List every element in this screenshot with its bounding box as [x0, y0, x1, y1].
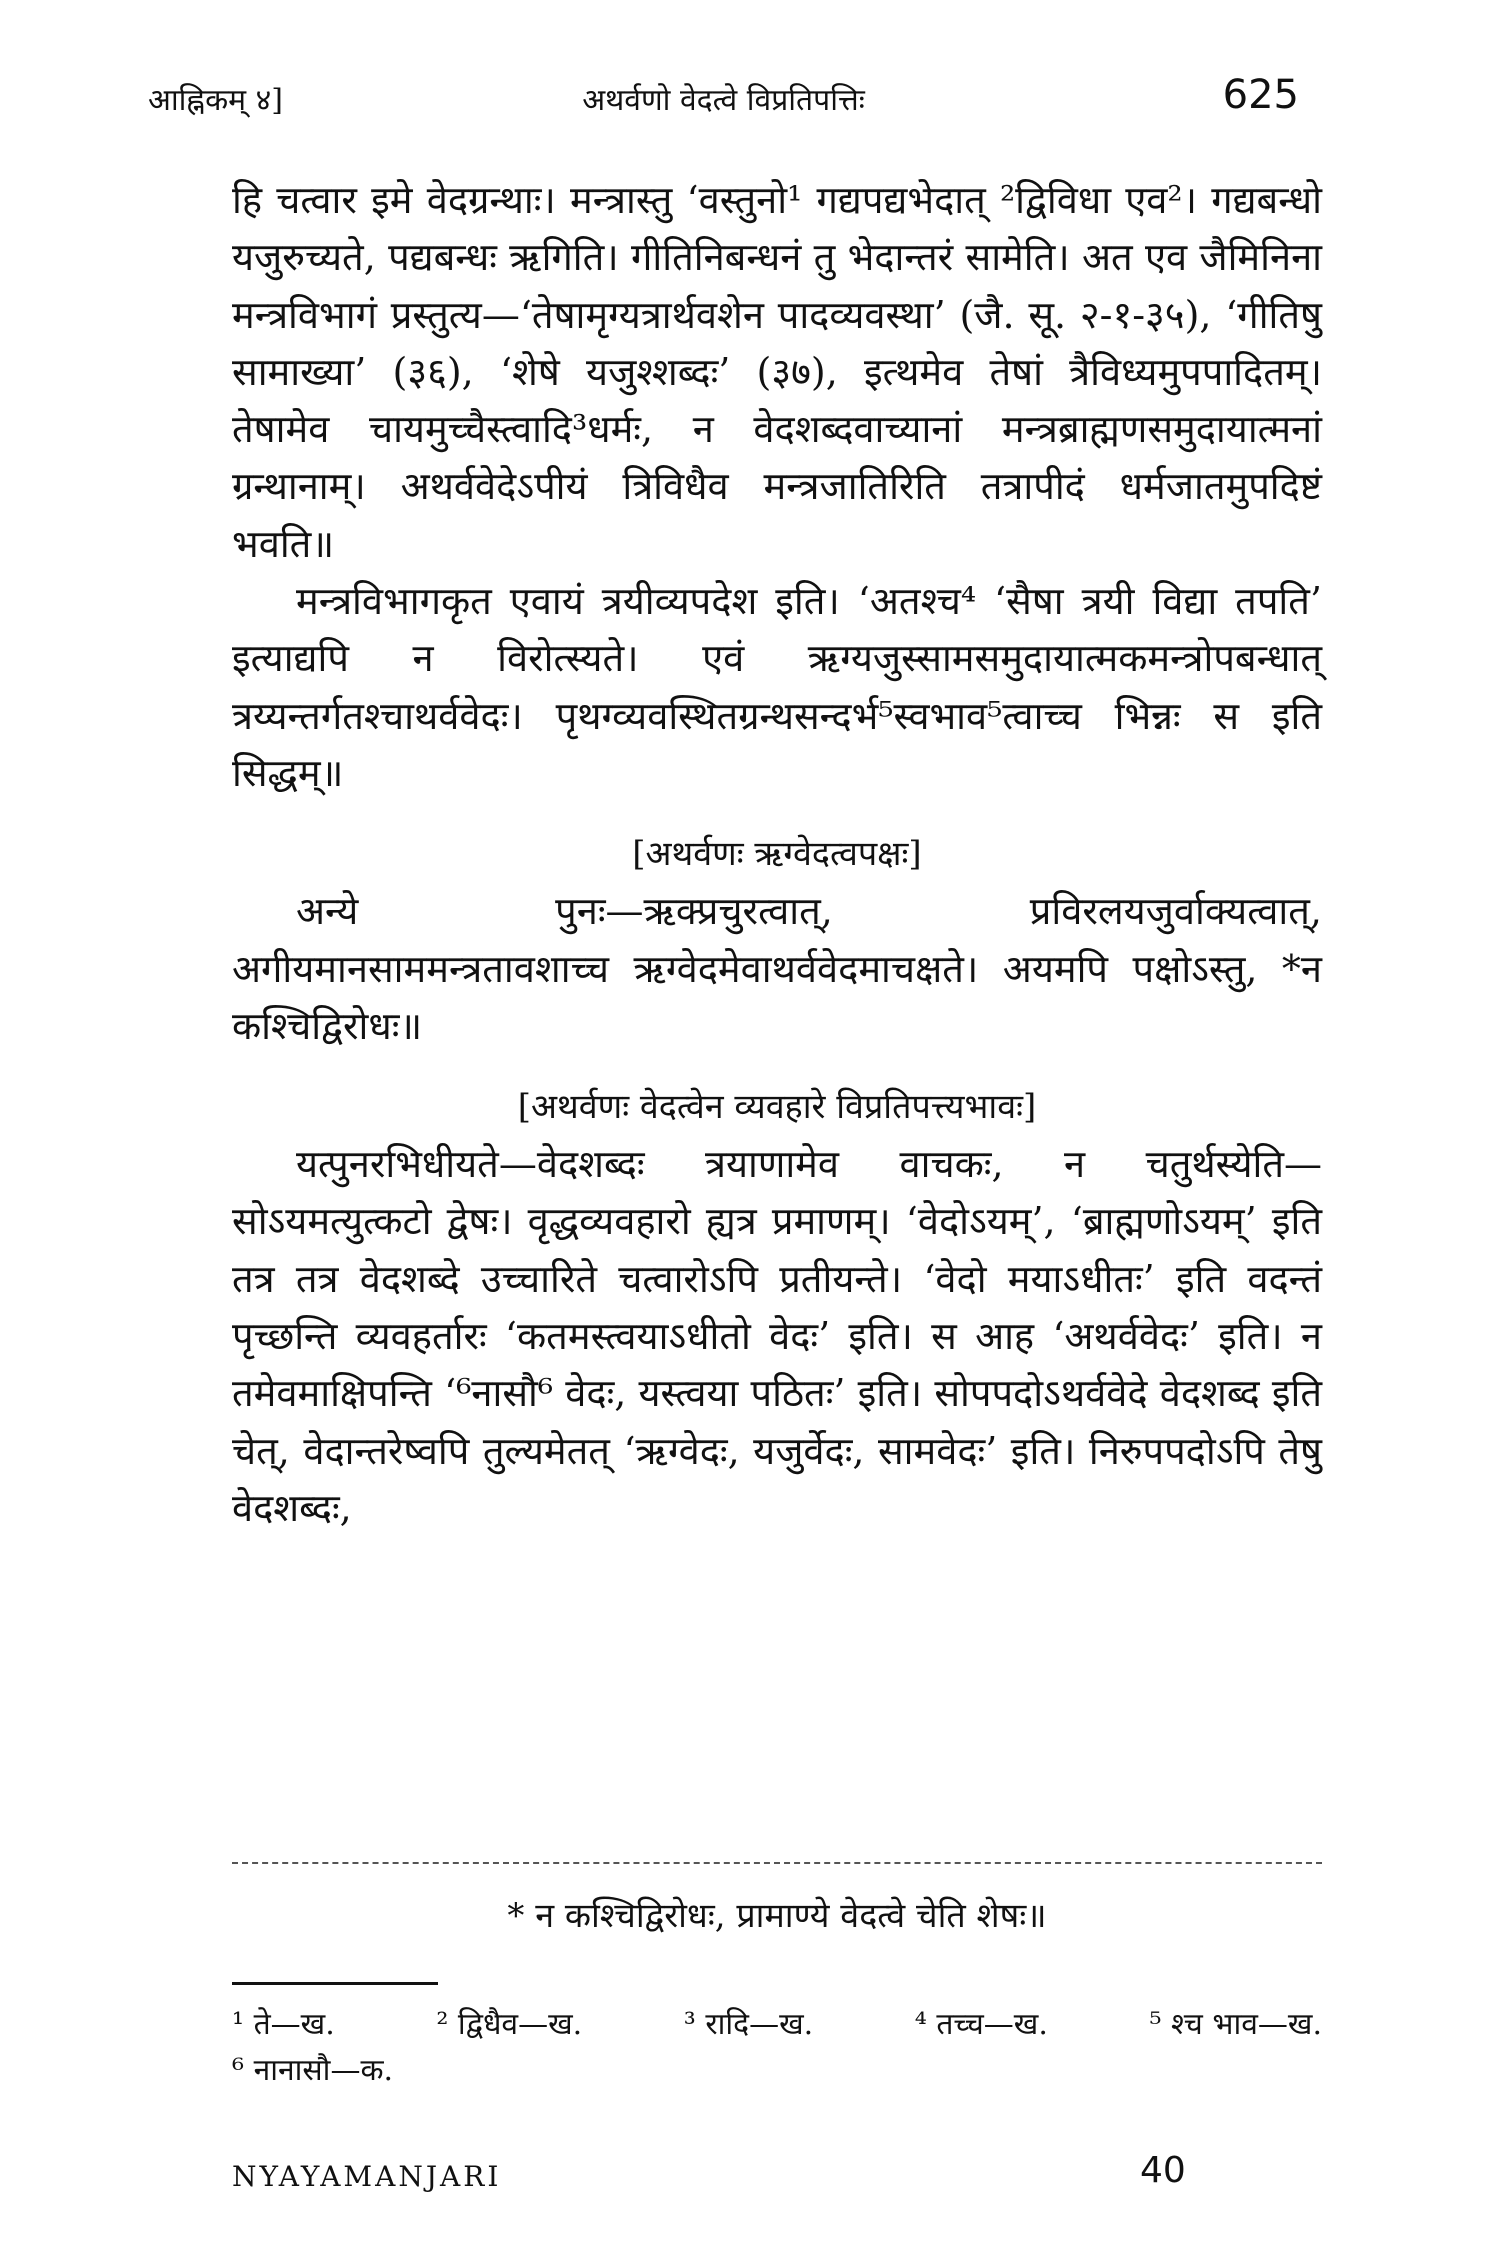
footer-signature-number: 40 — [1140, 2150, 1186, 2191]
asterisk-note: * न कश्चिद्विरोधः, प्रामाण्ये वेदत्वे चेति शेषः॥ — [507, 1896, 1047, 1936]
paragraph-1: हि चत्वार इमे वेदग्रन्थाः। मन्त्रास्तु ‘वस्तुनो¹ गद्यपद्यभेदात् ²द्विविधा एव²। गद्यबन्धो यजुरुच्यते, पद्यबन्धः ऋगिति। गीतिनिबन्धनं तु भेदान्तरं सामेति। अत एव जैमिनिना मन्त्रविभागं प्रस्तुत्य—‘तेषामृग्यत्रार्थवशेन पादव्यवस्था’ (जै. सू. २-१-३५), ‘गीतिषु सामाख्या’ (३६), ‘शेषे यजुश्शब्दः’ (३७), इत्थमेव तेषां त्रैविध्यमुपपादितम्। तेषामेव चायमुच्चैस्त्वादि³धर्मः, न वेदशब्दवाच्यानां मन्त्रब्राह्मणसमुदायात्मनां ग्रन्थानाम्। अथर्ववेदेऽपीयं त्रिविधैव मन्त्रजातिरिति तत्रापीदं धर्मजातमुपदिष्टं भवति॥ — [232, 178, 1322, 566]
page-number: 625 — [1222, 72, 1299, 118]
footer-book-title: NYAYAMANJARI — [232, 2160, 502, 2193]
section-heading-1: [अथर्वणः ऋग्वेदत्वपक्षः] — [632, 834, 922, 875]
paragraph-3: अन्ये पुनः—ऋक्प्रचुरत्वात्, प्रविरलयजुर्वाक्यत्वात्, अगीयमानसाममन्त्रतावशाच्च ऋग्वेदमेवाथर्ववेदमाचक्षते। अयमपि पक्षोऽस्तु, *न कश्चिद्विरोधः॥ — [232, 889, 1322, 1048]
running-head — [148, 72, 1299, 128]
section-heading-2: [अथर्वणः वेदत्वेन व्यवहारे विप्रतिपत्त्यभावः] — [517, 1087, 1037, 1128]
footnote-5: ⁵ श्च भाव—ख. — [1149, 2007, 1322, 2042]
footnote-rule — [232, 1982, 438, 1985]
paragraph-2: मन्त्रविभागकृत एवायं त्रयीव्यपदेश इति। ‘अतश्च⁴ ‘सैषा त्रयी विद्या तपति’ इत्याद्यपि न विरोत्स्यते। एवं ऋग्यजुस्सामसमुदायात्मकमन्त्रोपबन्धात् त्रय्यन्तर्गतश्चाथर्ववेदः। पृथग्व्यवस्थितग्रन्थसन्दर्भ⁵स्वभाव⁵त्वाच्च भिन्नः स इति सिद्धम्॥ — [232, 579, 1322, 795]
footnote-3: ³ रादि—ख. — [683, 2007, 814, 2042]
paragraph-4: यत्पुनरभिधीयते—वेदशब्दः त्रयाणामेव वाचकः, न चतुर्थस्येति—सोऽयमत्युत्कटो द्वेषः। वृद्धव्यवहारो ह्यत्र प्रमाणम्। ‘वेदोऽयम्’, ‘ब्राह्मणोऽयम्’ इति तत्र तत्र वेदशब्दे उच्चारिते चत्वारोऽपि प्रतीयन्ते। ‘वेदो मयाऽधीतः’ इति वदन्तं पृच्छन्ति व्यवहर्तारः ‘कतमस्त्वयाऽधीतो वेदः’ इति। स आह ‘अथर्ववेदः’ इति। न तमेवमाक्षिपन्ति ‘⁶नासौ⁶ वेदः, यस्त्वया पठितः’ इति। सोपपदोऽथर्ववेदे वेदशब्द इति चेत्, वेदान्तरेष्वपि तुल्यमेतत् ‘ऋग्वेदः, यजुर्वेदः, सामवेदः’ इति। निरुपपदोऽपि तेषु वेदशब्दः, — [232, 1142, 1322, 1530]
dashed-divider — [232, 1862, 1322, 1864]
main-text — [232, 172, 1322, 1537]
footnotes — [232, 2002, 1322, 2094]
running-head-center: अथर्वणो वेदत्वे विप्रतिपत्तिः — [582, 83, 865, 118]
footnote-2: ² द्विधैव—ख. — [436, 2007, 583, 2042]
footnote-line — [232, 2002, 1322, 2048]
footnote-4: ⁴ तच्च—ख. — [914, 2007, 1048, 2042]
footnote-6: ⁶ नानासौ—क. — [232, 2053, 394, 2088]
running-head-left: आह्निकम् ४] — [148, 83, 283, 118]
footnote-1: ¹ ते—ख. — [232, 2007, 335, 2042]
